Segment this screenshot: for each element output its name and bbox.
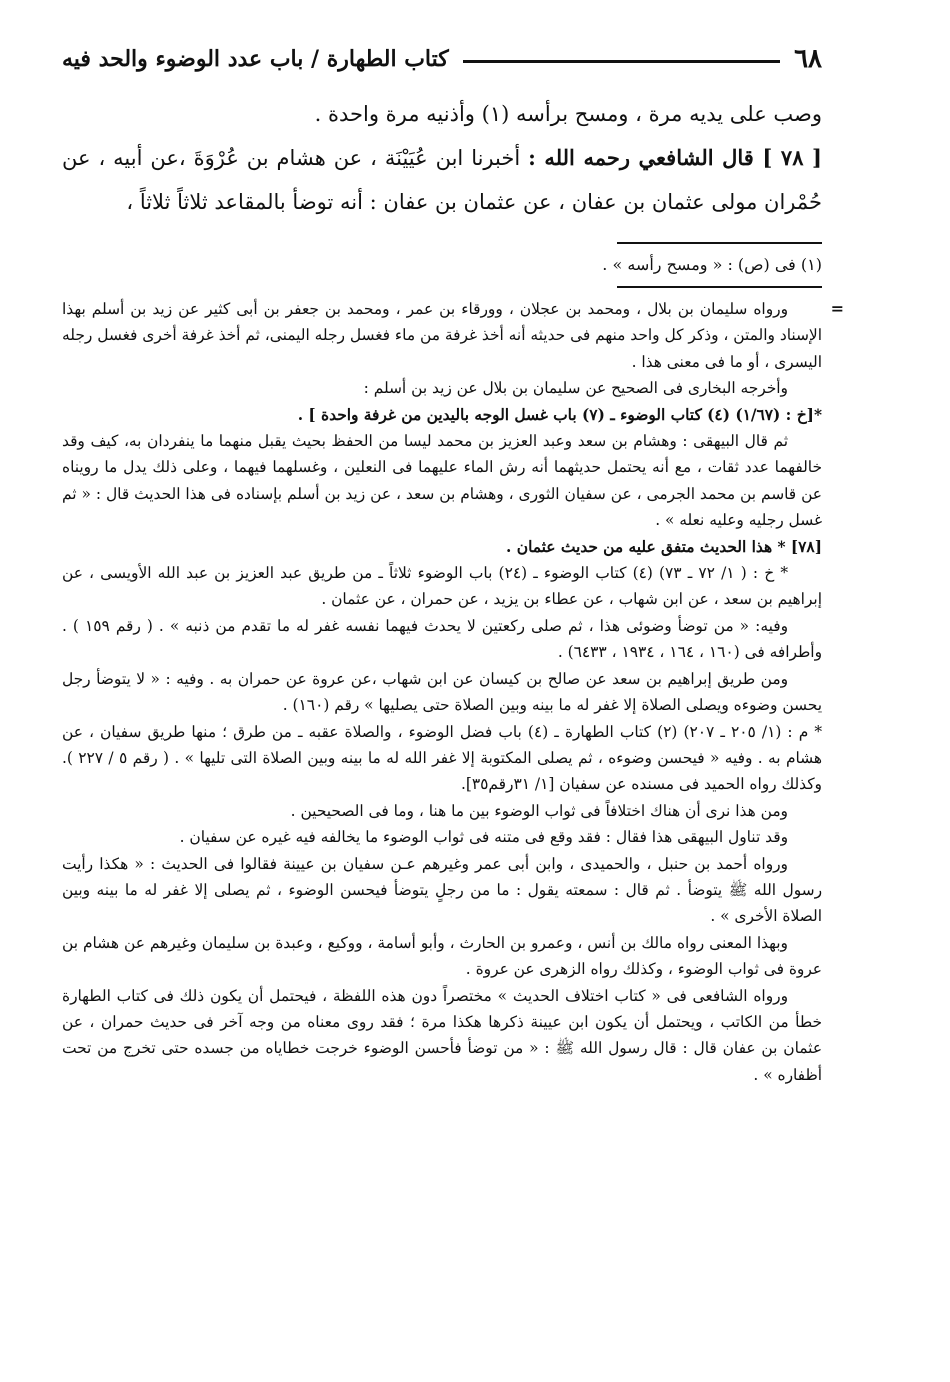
page-header (62, 36, 822, 82)
commentary-divider (617, 286, 822, 288)
continuation-mark: = (830, 299, 844, 318)
footnote: (١) فى (ص) : « ومسح رأسه » . (602, 255, 822, 274)
hadith-lead: [ ٧٨ ] قال الشافعي رحمه الله : (528, 145, 822, 170)
commentary-paragraph: ورواه أحمد بن حنبل ، والحميدى ، وابن أبى عمر وغيرهم عـن سفيان بن عيينة فقالوا فى الحديث : « هكذا رأيت رسول الله ﷺ يتوضأ . ثم قال : سمعته يقول : ما من رجلٍ يتوضأ فيحسن الوضوء ، ثم يصلى إلا غفر له ما بينه وبين الصلاة الأخرى » . (62, 854, 822, 926)
commentary-paragraph: وقد تناول البيهقى هذا فقال : فقد وقع فى متنه فى ثواب الوضوء ما يخالفه فيه غيره عن سفيان . (179, 828, 788, 847)
commentary-paragraph: وفيه: « من توضأ وضوئى هذا ، ثم صلى ركعتين لا يحدث فيهما نفسه غفر له ما تقدم من ذنبه » . ( رقم ١٥٩ ) . وأطرافه فى (١٦٠ ، ١٦٤ ، ١٩٣٤ ، ٦٤٣٣) . (62, 616, 822, 662)
header-rule (463, 60, 780, 63)
commentary-paragraph: *[خ : (١/٦٧) (٤) كتاب الوضوء ـ (٧) باب غسل الوجه باليدين من غرفة واحدة ] . (297, 405, 822, 424)
running-title: كتاب الطهارة / باب عدد الوضوء والحد فيه (62, 46, 449, 72)
commentary-paragraph: ورواه سليمان بن بلال ، ومحمد بن عجلان ، وورقاء بن عمر ، ومحمد بن جعفر بن أبى كثير عن زيد بن أسلم بهذا الإسناد والمتن ، وذكر كل واحد منهم فى حديثه أنه أخذ غرفة من ماء فغسل رجله اليمنى، ثم أخذ غرفة أخرى فغسل رجله اليسرى ، أو ما فى معنى هذا . (62, 300, 822, 371)
commentary-paragraph: وأخرجه البخارى فى الصحيح عن سليمان بن بلال عن زيد بن أسلم : (363, 379, 788, 398)
commentary-paragraph: * خ : ( ١/ ٧٢ ـ ٧٣) (٤) كتاب الوضوء ـ (٢٤) باب الوضوء ثلاثاً ـ من طريق عبد العزيز بن عبد الله الأويسى ، عن إبراهيم بن سعد ، عن ابن شهاب ، عن عطاء بن يزيد ، عن حمران ، عن عثمان . (62, 564, 822, 609)
book-page (62, 36, 844, 1088)
hadith-paragraph (62, 136, 822, 224)
commentary-paragraph: وبهذا المعنى رواه مالك بن أنس ، وعمرو بن الحارث ، وأبو أسامة ، ووكيع ، وعبدة بن سليمان وغيرهم عن هشام بن عروة فى ثواب الوضوء ، وكذلك رواه الزهرى عن عروة . (62, 933, 822, 979)
footnote-divider (617, 242, 822, 244)
hadith-text: أخبرنا ابن عُيَيْنَة ، عن هشام بن عُرْوَةَ ،عن أبيه ، عن حُمْران مولى عثمان بن عفان ، عن عثمان بن عفان : أنه توضأ بالمقاعد ثلاثاً ثلاثاً ، (62, 146, 822, 214)
commentary-paragraph: ومن طريق إبراهيم بن سعد عن صالح بن كيسان عن ابن شهاب ،عن عروة عن حمران به . وفيه : « لا يتوضأ رجل يحسن وضوءه ويصلى الصلاة إلا غفر له ما بينه وبين الصلاة حتى يصليها » رقم (١٦٠) . (62, 669, 822, 715)
commentary (62, 296, 844, 1088)
commentary-paragraph: * م : (١/ ٢٠٥ ـ ٢٠٧) (٢) كتاب الطهارة ـ (٤) باب فضل الوضوء ، والصلاة عقبه ـ من طرق ؛ منها طريق سفيان ، عن هشام به . وفيه « فيحسن وضوءه ، ثم يصلى المكتوبة إلا غفر الله له ما بينه وبين الصلاة التى تليها » . ( رقم ٥ / ٢٢٧ ). وكذلك رواه الحميد فى مسنده عن سفيان [١/ ٣١رقم٣٥]. (62, 722, 823, 794)
main-text (62, 92, 822, 224)
commentary-paragraph: ومن هذا نرى أن هناك اختلافاً فى ثواب الوضوء بين ما هنا ، وما فى الصحيحين . (290, 801, 788, 820)
commentary-paragraph: [٧٨] * هذا الحديث متفق عليه من حديث عثمان . (506, 537, 822, 556)
commentary-paragraph: ثم قال البيهقى : وهشام بن سعد وعبد العزيز بن محمد ليسا من الحفظ بحيث يقبل منهما ما ينفردان به، كيف وقد خالفهما عدد ثقات ، مع أنه يحتمل حديثهما أنه رش الماء عليهما فى النعلين ، وغسلهما فيهما ، وعلى ذلك يدل ما رويناه عن قاسم بن محمد الجرمى ، عن سفيان الثورى ، وهشام بن سعد ، عن زيد بن أسلم بإسناده فى هذا الحديث قال : « ثم غسل رجليه وعليه نعله » . (62, 432, 822, 530)
main-line: وصب على يديه مرة ، ومسح برأسه (١) وأذنيه مرة واحدة . (314, 102, 822, 126)
page-number: ٦٨ (794, 44, 822, 74)
commentary-paragraph: ورواه الشافعى فى « كتاب اختلاف الحديث » مختصراً دون هذه اللفظة ، فيحتمل أن يكون ذلك فى كتاب الطهارة خطأ من الكاتب ، ويحتمل أن يكون ابن عيينة ذكرها هكذا مرة ؛ فقد روى معناه من وجه آخر فى حديث حمران ، عن عثمان بن عفان قال : قال رسول الله ﷺ : « من توضأ فأحسن الوضوء خرجت خطاياه من جسده حتى تخرج من تحت أظفاره » . (62, 986, 822, 1084)
